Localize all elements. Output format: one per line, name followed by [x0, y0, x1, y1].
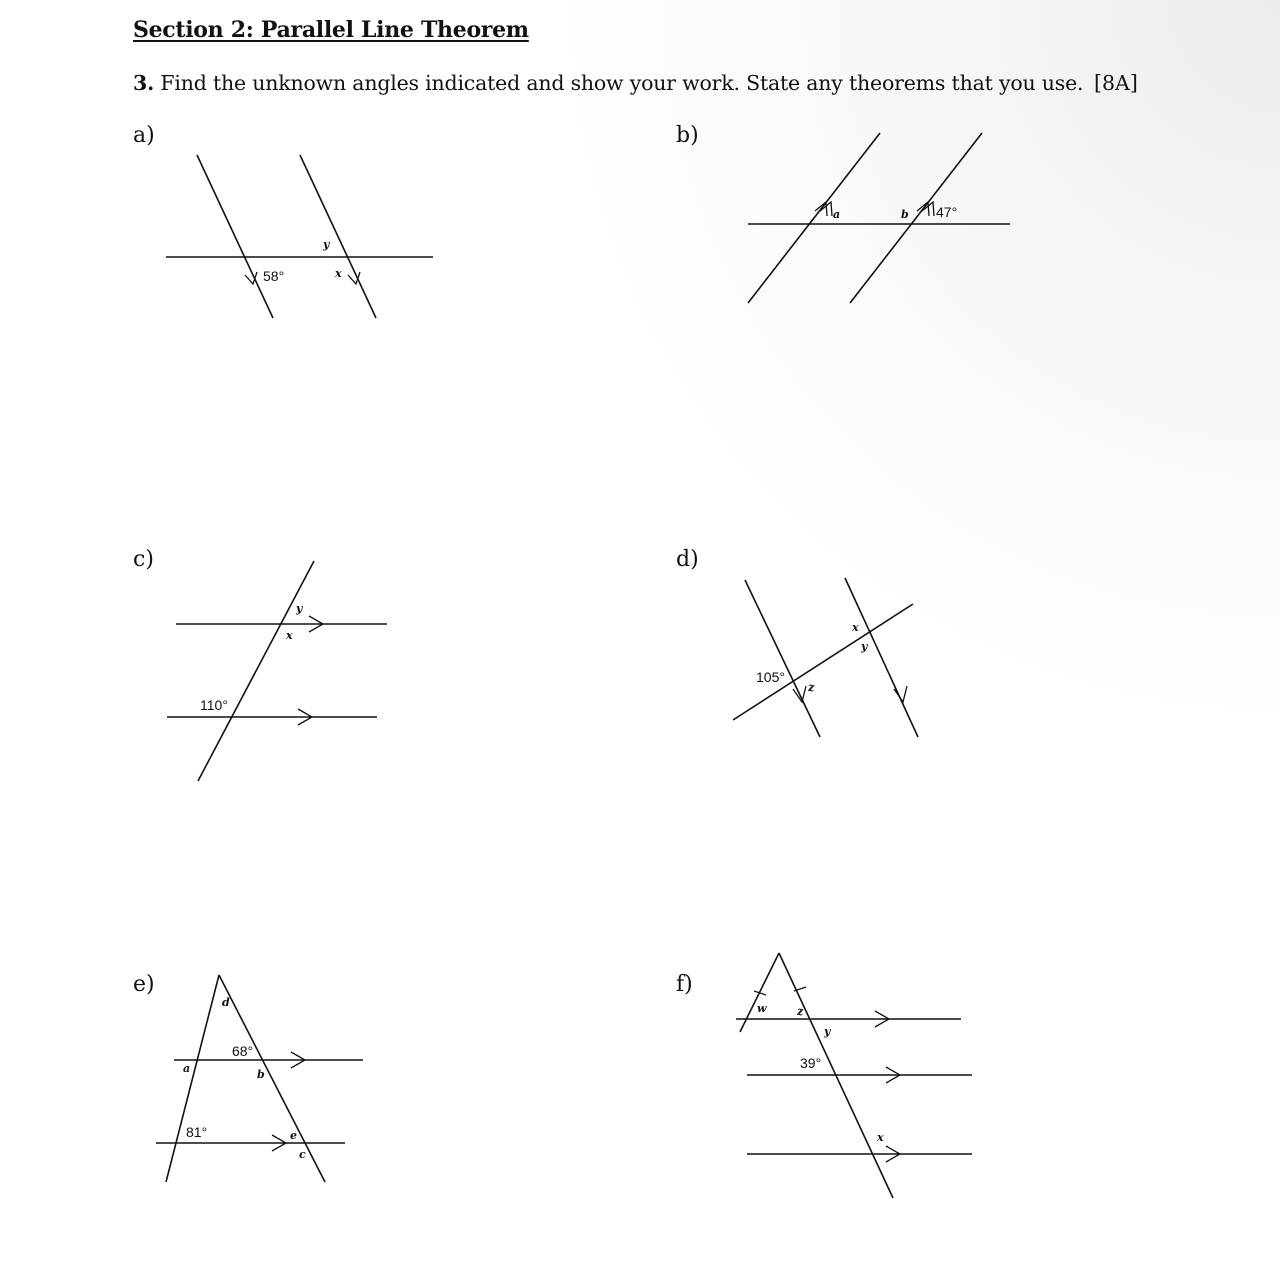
transversal-line — [733, 604, 913, 720]
diagram-a — [166, 155, 433, 318]
angle-z-label: z — [797, 1005, 804, 1018]
triangle-side-left — [166, 975, 219, 1182]
angle-d-label: d — [222, 996, 230, 1009]
angle-68-label: 68° — [232, 1043, 254, 1059]
diagram-f — [736, 953, 972, 1198]
angle-110-label: 110° — [200, 697, 228, 713]
diagram-d — [733, 578, 918, 737]
angle-b-label: b — [901, 208, 909, 221]
section-title: Section 2: Parallel Line Theorem — [133, 17, 529, 43]
part-b-label: b) — [676, 123, 699, 148]
angle-39-label: 39° — [800, 1055, 822, 1071]
parallel-arrow-marker — [348, 272, 360, 284]
angle-w-label: w — [757, 1002, 767, 1015]
angle-x-label: x — [877, 1131, 884, 1144]
angle-58-label: 58° — [263, 268, 285, 284]
angle-47-label: 47° — [936, 204, 958, 220]
angle-c-label: c — [299, 1148, 306, 1161]
parallel-line-left — [197, 155, 273, 318]
parallel-line-left — [745, 580, 820, 737]
parallel-line-right — [845, 578, 918, 737]
angle-a-label: a — [183, 1062, 191, 1075]
angle-x-label: x — [335, 267, 342, 280]
diagram-e — [156, 975, 363, 1182]
angle-z-label: z — [808, 681, 815, 694]
part-c-label: c) — [133, 547, 154, 572]
transversal-line — [198, 561, 314, 781]
angle-y-label: y — [296, 602, 303, 615]
question-marks: [8A] — [1094, 71, 1138, 95]
angle-b-label: b — [257, 1068, 265, 1081]
parallel-line-left — [748, 133, 880, 303]
part-e-label: e) — [133, 972, 155, 997]
diagram-c — [167, 561, 387, 781]
angle-x-label: x — [286, 629, 293, 642]
parallel-line-right — [300, 155, 376, 318]
part-f-label: f) — [676, 972, 693, 997]
parallel-arrow-marker — [245, 272, 257, 284]
angle-y-label: y — [861, 640, 868, 653]
question-text: Find the unknown angles indicated and show your work. State any theorems that you use. — [160, 71, 1084, 95]
angle-105-label: 105° — [756, 669, 785, 685]
angle-x-label: x — [852, 621, 859, 634]
part-d-label: d) — [676, 547, 699, 572]
part-a-label: a) — [133, 123, 155, 148]
parallel-line-right — [850, 133, 982, 303]
question-number: 3. — [133, 71, 155, 95]
diagram-b — [748, 133, 1010, 303]
angle-y-label: y — [824, 1025, 831, 1038]
angle-y-label: y — [323, 238, 330, 251]
angle-a-label: a — [833, 208, 841, 221]
angle-e-label: e — [290, 1129, 297, 1142]
angle-81-label: 81° — [186, 1124, 208, 1140]
